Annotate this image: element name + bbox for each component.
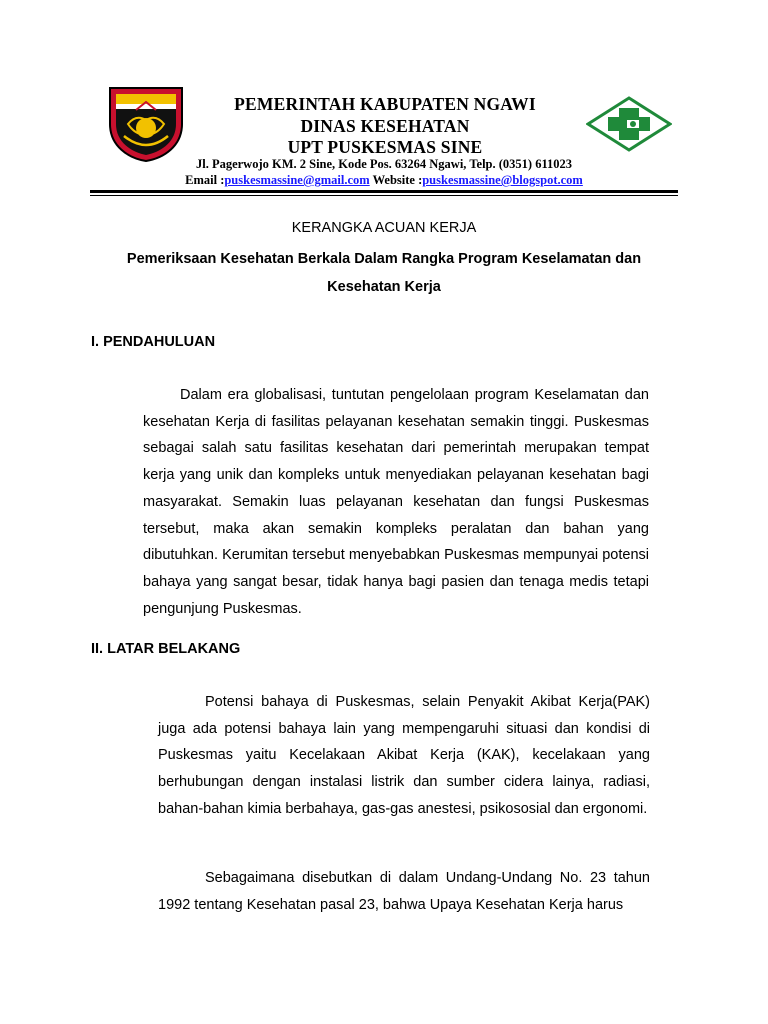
subtitle-line-2: Kesehatan Kerja [327, 279, 441, 295]
email-link[interactable]: puskesmassine@gmail.com [224, 173, 370, 187]
regency-emblem-icon [106, 84, 186, 162]
website-link[interactable]: puskesmassine@blogspot.com [422, 173, 583, 187]
email-label: Email : [185, 173, 225, 187]
paragraph-latar-belakang-2: Sebagaimana disebutkan di dalam Undang-Undang No. 23 tahun 1992 tentang Kesehatan pasal 23, bahwa Upaya Kesehatan Kerja harus [158, 870, 650, 913]
document-title: KERANGKA ACUAN KERJA [291, 220, 477, 236]
letterhead-rule-thick [90, 190, 678, 193]
letterhead-institution: UPT PUSKESMAS SINE [287, 137, 483, 157]
section-heading-latar-belakang: II. LATAR BELAKANG [91, 641, 241, 657]
section-heading-pendahuluan: I. PENDAHULUAN [91, 334, 216, 350]
letterhead [0, 0, 768, 200]
letterhead-contact [90, 173, 678, 188]
puskesmas-cross-icon [586, 96, 672, 152]
paragraph-pendahuluan: Dalam era globalisasi, tuntutan pengelolaan program Keselamatan dan kesehatan Kerja di fasilitas pelayanan kesehatan semakin tinggi. Puskesmas sebagai salah satu fasilitas kesehatan dari pemerintah merupakan tempat kerja yang unik dan kompleks untuk menyediakan pelayanan kesehatan bagi masyarakat. Semakin luas pelayanan kesehatan dan fungsi Puskesmas tersebut, maka akan semakin kompleks peralatan dan bahan yang dibutuhkan. Kerumitan tersebut menyebabkan Puskesmas mempunyai potensi bahaya yang sangat besar, tidak hanya bagi pasien dan tenaga medis tetapi pengunjung Puskesmas. [143, 387, 649, 617]
website-label: Website : [369, 173, 423, 187]
letterhead-address: Jl. Pagerwojo KM. 2 Sine, Kode Pos. 63264 Ngawi, Telp. (0351) 611023 [195, 157, 573, 171]
letterhead-rule-thin [90, 195, 678, 196]
letterhead-department: DINAS KESEHATAN [300, 116, 470, 136]
subtitle-line-1: Pemeriksaan Kesehatan Berkala Dalam Rangka Program Keselamatan dan [126, 251, 642, 267]
letterhead-government: PEMERINTAH KABUPATEN NGAWI [234, 94, 536, 114]
document-subtitle [100, 245, 668, 301]
paragraph-latar-belakang-1: Potensi bahaya di Puskesmas, selain Penyakit Akibat Kerja(PAK) juga ada potensi bahaya lain yang mempengaruhi situasi dan kondisi di Puskesmas yaitu Kecelakaan Akibat Kerja (KAK), kecelakaan yang berhubungan dengan instalasi listrik dan sumber cidera lainya, radiasi, bahan-bahan kimia berbahaya, gas-gas anestesi, psikososial dan ergonomi. [158, 694, 650, 817]
